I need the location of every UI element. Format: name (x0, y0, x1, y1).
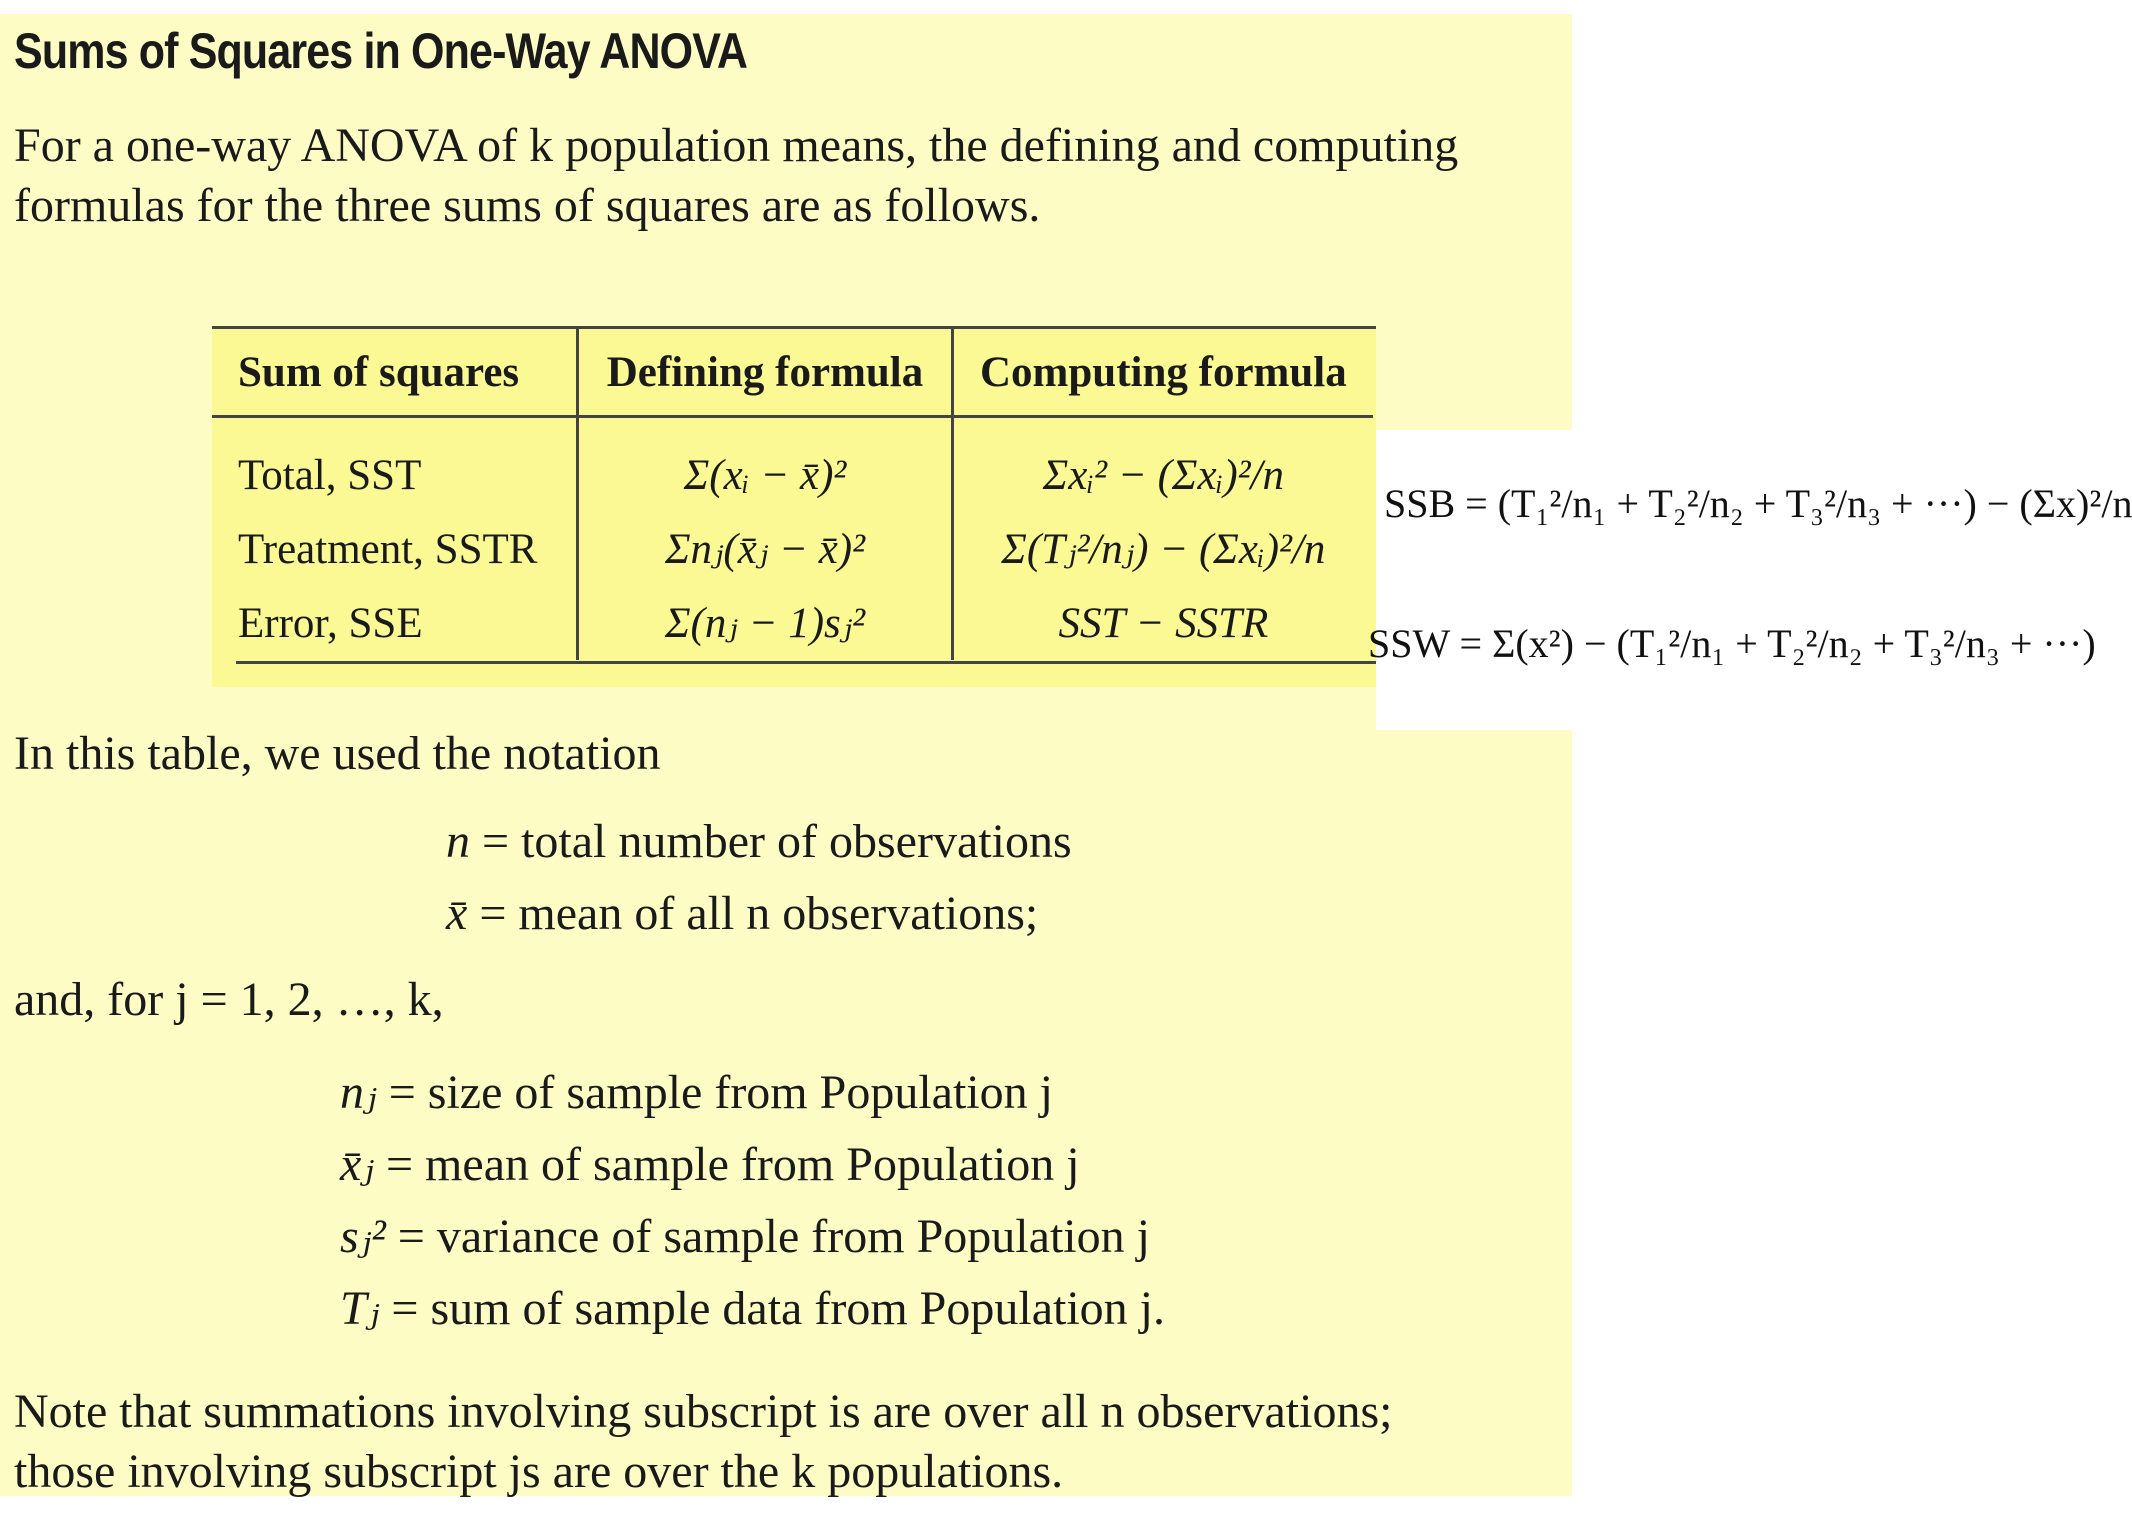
definition-text: = variance of sample from Population j (397, 1210, 1150, 1263)
row-defining: Σ(xᵢ − x̄)² (578, 417, 953, 513)
definition-tj (340, 1280, 1165, 1336)
row-name: Total, SST (212, 417, 578, 513)
definition-symbol: x̄ⱼ (340, 1138, 374, 1191)
definition-nj (340, 1064, 1053, 1120)
table-row (212, 417, 1373, 513)
definition-symbol: nⱼ (340, 1066, 377, 1119)
definition-text: = sum of sample data from Population j. (391, 1282, 1165, 1335)
row-computing: Σ(Tⱼ²/nⱼ) − (Σxᵢ)²/n (1001, 526, 1326, 573)
row-defining: Σnⱼ(x̄ⱼ − x̄)² (578, 512, 953, 586)
row-computing: SST − SSTR (1058, 599, 1269, 647)
and-for-line: and, for j = 1, 2, …, k, (14, 973, 444, 1026)
note-paragraph (14, 1382, 1392, 1502)
page-title: Sums of Squares in One-Way ANOVA (14, 23, 748, 79)
note-line-1: Note that summations involving subscript is are over all n observations; (14, 1385, 1393, 1438)
row-defining: Σ(nⱼ − 1)sⱼ² (578, 586, 953, 660)
row-name: Error, SSE (212, 586, 578, 660)
header-defining-formula: Defining formula (578, 329, 953, 417)
side-formula-panel (1376, 430, 2048, 730)
formula-table (212, 329, 1373, 660)
header-computing-formula: Computing formula (953, 329, 1373, 417)
intro-paragraph (14, 116, 1458, 236)
notation-intro: In this table, we used the notation (14, 727, 661, 780)
ssb-formula: SSB = (T₁²/n₁ + T₂²/n₂ + T₃²/n₃ + ···) − (Σx)²/n (1384, 481, 2132, 526)
definition-xbarj (340, 1136, 1080, 1192)
textbook-page (0, 14, 1572, 1496)
definition-sj2 (340, 1208, 1150, 1264)
definition-n (446, 814, 1072, 869)
table-row (212, 586, 1373, 660)
formula-table-box (212, 329, 1376, 687)
definition-text: = mean of sample from Population j (385, 1138, 1080, 1191)
row-name: Treatment, SSTR (212, 512, 578, 586)
definition-text: = size of sample from Population j (388, 1066, 1053, 1119)
header-sum-of-squares: Sum of squares (212, 329, 578, 417)
table-bottom-rule (236, 661, 1376, 664)
table-header-row (212, 329, 1373, 417)
definition-text: = total number of observations (482, 815, 1072, 868)
definition-symbol: n (446, 815, 470, 868)
definition-symbol: sⱼ² (340, 1210, 386, 1263)
definition-symbol: x̄ (446, 887, 468, 940)
row-computing: Σxᵢ² − (Σxᵢ)²/n (1042, 451, 1284, 499)
intro-line-1: For a one-way ANOVA of k population means, the defining and computing (14, 119, 1459, 172)
ssw-formula: SSW = Σ(x²) − (T₁²/n₁ + T₂²/n₂ + T₃²/n₃ + ···) (1368, 621, 2096, 666)
definition-text: = mean of all n observations; (479, 887, 1039, 940)
table-row (212, 512, 1373, 586)
note-line-2: those involving subscript js are over the k populations. (14, 1445, 1064, 1498)
definition-symbol: Tⱼ (340, 1282, 380, 1335)
definition-xbar (446, 886, 1038, 941)
intro-line-2: formulas for the three sums of squares are as follows. (14, 179, 1041, 232)
